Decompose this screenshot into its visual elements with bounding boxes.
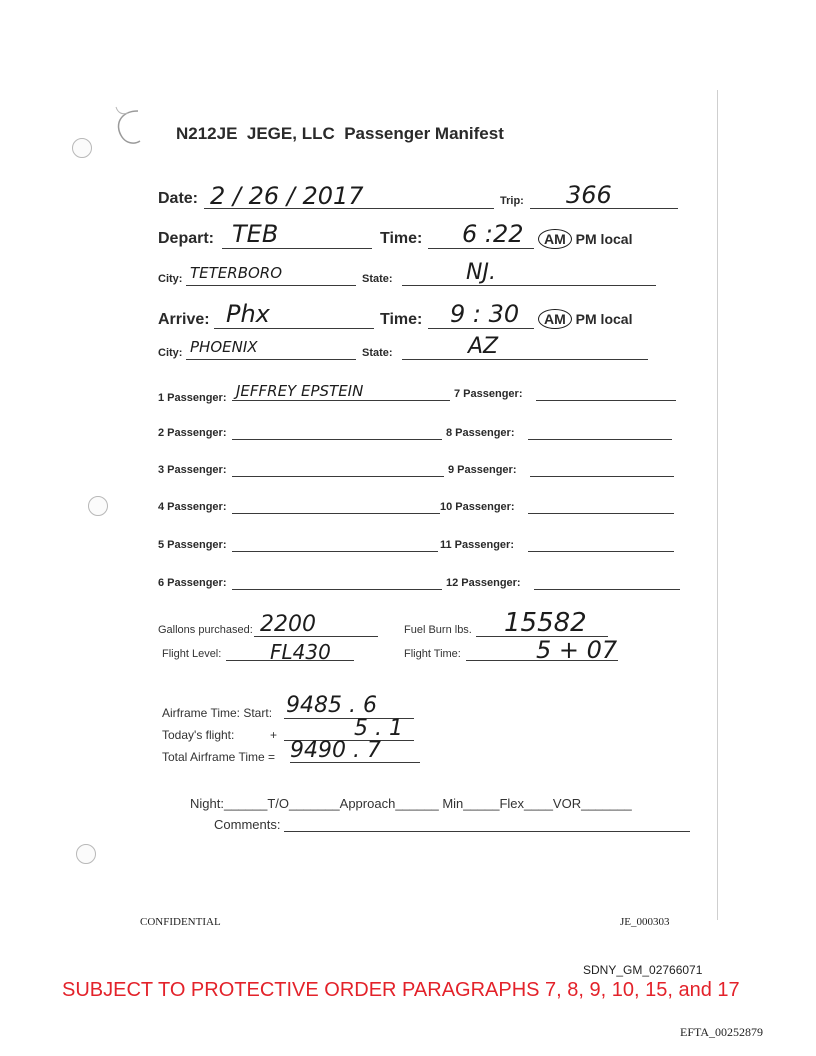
airframe-start-value: 9485 . 6 <box>286 693 377 718</box>
trip-value: 366 <box>566 181 612 209</box>
manifest-title: Passenger Manifest <box>344 124 504 143</box>
depart-city-line <box>186 285 356 286</box>
passenger-1-label: 1 Passenger: <box>158 392 227 404</box>
punch-hole-bottom <box>76 844 96 864</box>
passenger-5-label: 5 Passenger: <box>158 539 227 551</box>
flight-level-value: FL430 <box>270 640 331 664</box>
trip-label: Trip: <box>500 195 524 207</box>
arrive-line <box>214 328 374 329</box>
vor-label: VOR <box>552 796 582 811</box>
arrive-time-label: Time: <box>380 311 423 328</box>
passenger-1-name: JEFFREY EPSTEIN <box>236 382 364 400</box>
depart-line <box>222 248 372 249</box>
fuel-burn-label: Fuel Burn lbs. <box>404 624 472 636</box>
landing-row <box>190 796 632 811</box>
passenger-9-line <box>530 476 674 477</box>
arrive-time-line <box>428 328 534 329</box>
todays-flight-plus: + <box>270 728 278 742</box>
punch-hole-middle <box>88 496 108 516</box>
protective-order-banner: SUBJECT TO PROTECTIVE ORDER PARAGRAPHS 7, 8, 9, 10, 15, and 17 <box>62 979 740 1001</box>
depart-time-value: 6 :22 <box>462 220 524 248</box>
passenger-11-line <box>528 551 674 552</box>
passenger-3-label: 3 Passenger: <box>158 464 227 476</box>
punch-hole-top <box>72 138 92 158</box>
bates-number: JE_000303 <box>620 916 670 928</box>
depart-value: TEB <box>232 220 279 248</box>
date-label: Date: <box>158 190 199 207</box>
passenger-4-label: 4 Passenger: <box>158 501 227 513</box>
fuel-burn-value: 15582 <box>504 608 587 638</box>
date-value: 2 / 26 / 2017 <box>210 182 364 210</box>
passenger-row <box>158 388 226 406</box>
confidential-label: CONFIDENTIAL <box>140 916 221 928</box>
to-blank: _______ <box>289 796 340 811</box>
min-blank: _____ <box>463 796 500 811</box>
todays-flight-value: 5 . 1 <box>354 716 403 741</box>
passenger-2-label: 2 Passenger: <box>158 427 227 439</box>
company-name: JEGE, LLC <box>246 124 335 143</box>
arrive-city-line <box>186 359 356 360</box>
flex-blank: ____ <box>524 796 553 811</box>
manifest-header <box>176 124 504 144</box>
night-blank: ______ <box>223 796 268 811</box>
arrive-state-label: State: <box>362 347 393 359</box>
flight-level-label: Flight Level: <box>162 648 222 660</box>
sdny-number: SDNY_GM_02766071 <box>583 963 703 977</box>
passenger-8-label: 8 Passenger: <box>446 427 515 439</box>
arrive-am-circled: AM <box>538 309 572 329</box>
to-label: T/O <box>267 796 290 811</box>
passenger-10-line <box>528 513 674 514</box>
passenger-10-label: 10 Passenger: <box>440 501 515 513</box>
total-airframe-value: 9490 . 7 <box>290 738 381 763</box>
depart-am-pm <box>538 231 632 247</box>
arrive-label: Arrive: <box>158 311 210 328</box>
min-label: Min <box>442 796 464 811</box>
passenger-11-label: 11 Passenger: <box>440 539 514 551</box>
passenger-2-line <box>232 439 442 440</box>
flex-label: Flex <box>499 796 524 811</box>
passenger-6-line <box>232 589 442 590</box>
passenger-1-line <box>232 400 450 401</box>
vor-blank: _______ <box>581 796 632 811</box>
page-edge-line <box>717 90 718 920</box>
gallons-value: 2200 <box>260 612 316 637</box>
corner-mark-icon <box>110 105 144 147</box>
passenger-9-label: 9 Passenger: <box>448 464 517 476</box>
todays-flight-label: Today's flight: <box>162 728 235 742</box>
arrive-state-value: AZ <box>468 334 499 359</box>
comments-label: Comments: <box>214 817 281 832</box>
depart-time-line <box>428 248 534 249</box>
depart-local-label: PM local <box>575 231 633 247</box>
comments-line <box>284 831 690 832</box>
passenger-5-line <box>232 551 438 552</box>
depart-state-value: NJ. <box>466 260 496 285</box>
arrive-time-value: 9 : 30 <box>450 300 520 328</box>
passenger-4-line <box>232 513 440 514</box>
depart-state-line <box>402 285 656 286</box>
approach-label: Approach <box>339 796 396 811</box>
arrive-city-value: PHOENIX <box>190 338 258 356</box>
tail-number: N212JE <box>176 124 238 143</box>
arrive-state-line <box>402 359 648 360</box>
approach-blank: ______ <box>395 796 439 811</box>
depart-label: Depart: <box>158 230 215 247</box>
passenger-8-line <box>528 439 672 440</box>
passenger-12-label: 12 Passenger: <box>446 577 521 589</box>
arrive-am-pm <box>538 311 632 327</box>
flight-time-label: Flight Time: <box>404 648 461 660</box>
passenger-7-line <box>536 400 676 401</box>
efta-number: EFTA_00252879 <box>680 1025 764 1039</box>
depart-state-label: State: <box>362 273 393 285</box>
flight-time-value: 5 + 07 <box>536 636 618 664</box>
depart-city-label: City: <box>158 273 183 285</box>
passenger-12-line <box>534 589 680 590</box>
night-label: Night: <box>190 796 224 811</box>
passenger-6-label: 6 Passenger: <box>158 577 227 589</box>
depart-am-circled: AM <box>538 229 572 249</box>
arrive-local-label: PM local <box>575 311 633 327</box>
arrive-value: Phx <box>226 300 270 328</box>
airframe-start-label: Airframe Time: Start: <box>162 706 273 720</box>
gallons-label: Gallons purchased: <box>158 624 253 636</box>
passenger-3-line <box>232 476 444 477</box>
passenger-7-label: 7 Passenger: <box>454 388 523 400</box>
total-airframe-label: Total Airframe Time = <box>162 750 276 764</box>
depart-time-label: Time: <box>380 230 423 247</box>
depart-city-value: TETERBORO <box>190 264 283 282</box>
arrive-city-label: City: <box>158 347 183 359</box>
